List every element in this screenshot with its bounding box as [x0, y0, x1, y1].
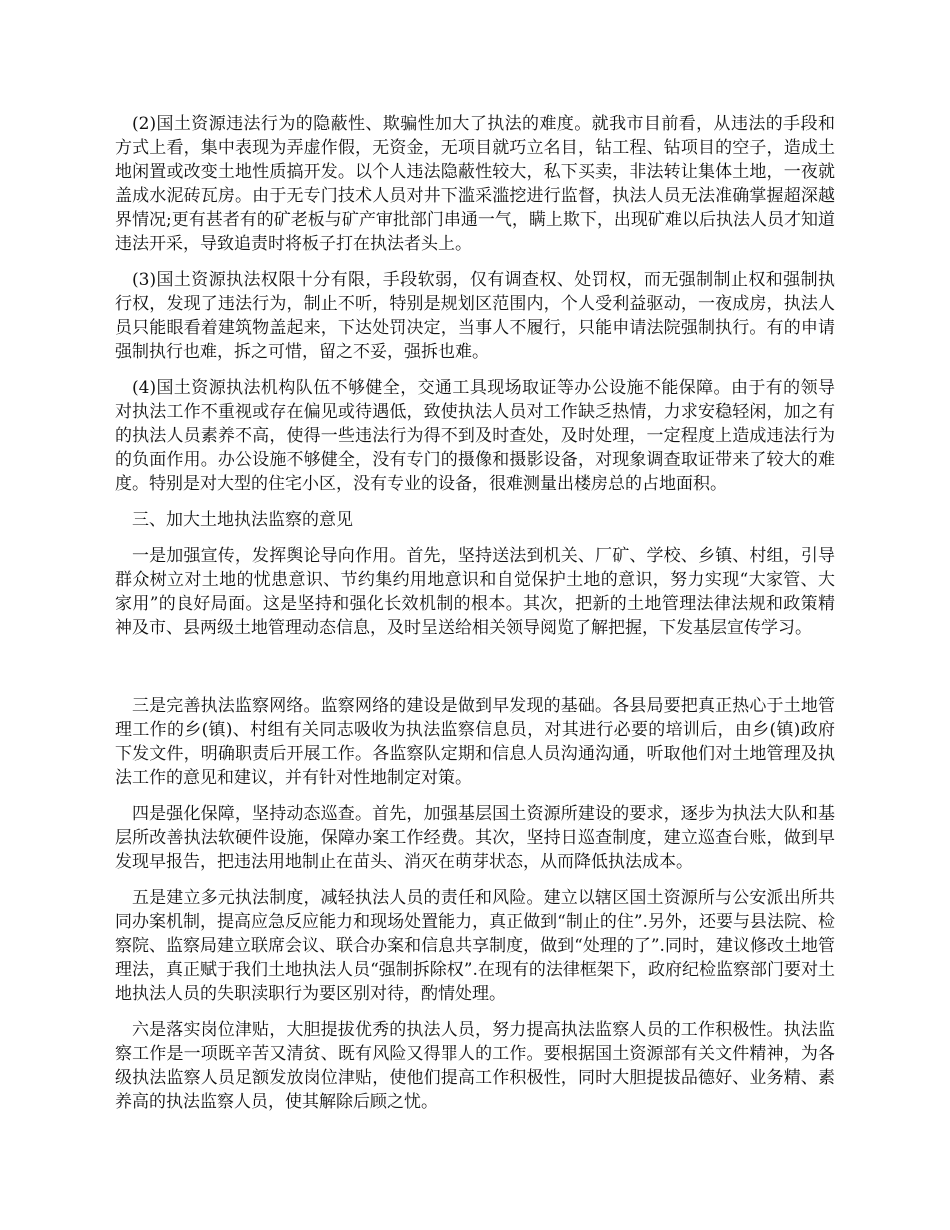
paragraph-2-concealment: (2)国土资源违法行为的隐蔽性、欺骗性加大了执法的难度。就我市目前看，从违法的手段和方式上看，集中表现为弄虚作假，无资金，无项目就巧立名目，钻工程、钻项目的空子，造成土地闲置或改变土地性质搞开发。以个人违法隐蔽性较大，私下买卖，非法转让集体土地，一夜就盖成水泥砖瓦房。由于无专门技术人员对井下滥采滥挖进行监督，执法人员无法准确掌握超深越界情况;更有甚者有的矿老板与矿产审批部门串通一气，瞒上欺下，出现矿难以后执法人员才知道违法开采，导致追责时将板子打在执法者头上。	[115, 114, 835, 254]
section-heading-opinions: 三、加大土地执法监察的意见	[132, 510, 353, 530]
document-body	[115, 112, 835, 1126]
paragraph-multi-enforcement: 五是建立多元执法制度，减轻执法人员的责任和风险。建立以辖区国土资源所与公安派出所共同办案机制，提高应急反应能力和现场处置能力，真正做到“制止的住”.另外，还要与县法院、检察院、监察局建立联席会议、联合办案和信息共享制度，做到“处理的了”.同时，建议修改土地管理法，真正赋于我们土地执法人员“强制拆除权”.在现有的法律框架下，政府纪检监察部门要对土地执法人员的失职渎职行为要区别对待，酌情处理。	[115, 888, 835, 1004]
blank-gap	[115, 652, 835, 694]
paragraph-4-team-facilities: (4)国土资源执法机构队伍不够健全，交通工具现场取证等办公设施不能保障。由于有的领导对执法工作不重视或存在偏见或待遇低，致使执法人员对工作缺乏热情，力求安稳轻闲，加之有的执法人员素养不高，使得一些违法行为得不到及时查处，及时处理，一定程度上造成违法行为的负面作用。办公设施不够健全，没有专门的摄像和摄影设备，对现象调查取证带来了较大的难度。特别是对大型的住宅小区，没有专业的设备，很难测量出楼房总的占地面积。	[115, 378, 835, 494]
paragraph-guarantee-patrol: 四是强化保障，坚持动态巡查。首先，加强基层国土资源所建设的要求，逐步为执法大队和基层所改善执法软硬件设施，保障办案工作经费。其次，坚持日巡查制度，建立巡查台账，做到早发现早报告，把违法用地制止在苗头、消灭在萌芽状态，从而降低执法成本。	[115, 804, 835, 872]
paragraph-allowance: 六是落实岗位津贴，大胆提拔优秀的执法人员，努力提高执法监察人员的工作积极性。执法监察工作是一项既辛苦又清贫、既有风险又得罪人的工作。要根据国土资源部有关文件精神，为各级执法监察人员足额发放岗位津贴，使他们提高工作积极性，同时大胆提拔品德好、业务精、素养高的执法监察人员，使其解除后顾之忧。	[115, 1020, 835, 1112]
paragraph-network: 三是完善执法监察网络。监察网络的建设是做到早发现的基础。各县局要把真正热心于土地管理工作的乡(镇)、村组有关同志吸收为执法监察信息员，对其进行必要的培训后，由乡(镇)政府下发文件，明确职责后开展工作。各监察队定期和信息人员沟通沟通，听取他们对土地管理及执法工作的意见和建议，并有针对性地制定对策。	[115, 696, 835, 788]
paragraph-3-limited-power: (3)国土资源执法权限十分有限，手段软弱，仅有调查权、处罚权，而无强制制止权和强制执行权，发现了违法行为，制止不听，特别是规划区范围内，个人受利益驱动，一夜成房，执法人员只能眼看着建筑物盖起来，下达处罚决定，当事人不履行，只能申请法院强制执行。有的申请强制执行也难，拆之可惜，留之不妥，强拆也难。	[115, 270, 835, 362]
paragraph-publicity: 一是加强宣传，发挥舆论导向作用。首先，坚持送法到机关、厂矿、学校、乡镇、村组，引导群众树立对土地的忧患意识、节约集约用地意识和自觉保护土地的意识，努力实现“大家管、大家用”的良好局面。这是坚持和强化长效机制的根本。其次，把新的土地管理法律法规和政策精神及市、县两级土地管理动态信息，及时呈送给相关领导阅览了解把握，下发基层宣传学习。	[115, 546, 835, 638]
